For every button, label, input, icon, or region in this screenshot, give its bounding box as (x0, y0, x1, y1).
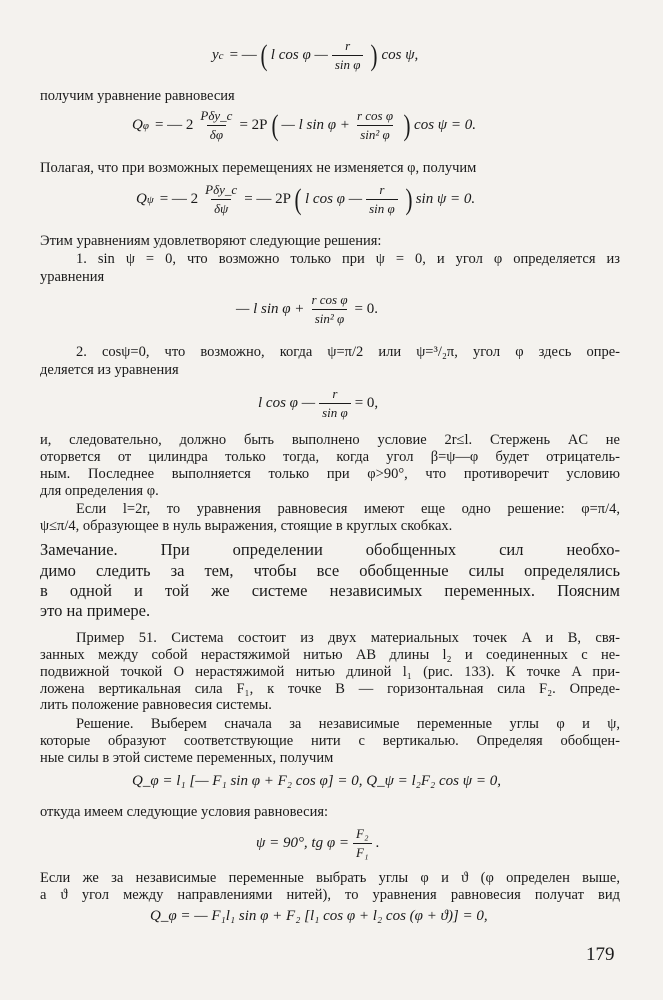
eq-lhs-sub: φ (142, 119, 149, 132)
eq-lhs-sub: c (218, 49, 224, 62)
eq-lhs: y (212, 47, 219, 63)
paragraph-line: Если l=2r, то уравнения равновесия имеют еще одно решение: φ=π/4, (76, 501, 620, 517)
paragraph-line: деляется из уравнения (40, 362, 179, 378)
eq-lhs: Q (132, 117, 143, 133)
frac-denominator: sin² φ (312, 309, 348, 327)
eq-tail: = 0, (354, 395, 379, 411)
frac-denominator: sin φ (319, 403, 351, 421)
eq-text: Q_φ = — F₁l₁ sin φ + F₂ [l₁ cos φ + l₂ cos (φ + ϑ)] = 0, (150, 908, 488, 924)
paragraph-line: откуда имеем следующие условия равновесия: (40, 804, 329, 820)
eq-part: ψ = 90°, tg φ = (256, 835, 350, 851)
solution-line: Решение. Выберем сначала за независимые переменные углы φ и ψ, (76, 716, 620, 732)
eq-part: = 2P (239, 117, 268, 133)
example-line: Пример 51. Система состоит из двух материальных точек A и B, свя- (76, 630, 620, 646)
frac-denominator: sin φ (332, 55, 364, 73)
eq-tail: = 0. (354, 301, 378, 317)
frac-denominator: sin φ (366, 199, 398, 217)
equation-generalized-forces (132, 773, 501, 790)
frac-denominator: δψ (211, 199, 231, 217)
eq-part: — l sin φ + (236, 301, 305, 317)
equation-yc: y c = — ( l cos φ — $\frac{r}{\text{sin φ}}$ ) cos ψ, (212, 38, 419, 72)
eq-part: l cos φ — (258, 395, 316, 411)
page-number: 179 (586, 944, 615, 965)
equation-solution-2 (258, 386, 378, 421)
eq-text: Q_φ = l₁ [— F₁ sin φ + F₂ cos φ] = 0, Q_ψ = l₂F₂ cos ψ = 0, (132, 773, 501, 789)
equation-solution-1 (236, 292, 378, 327)
remark-line: в одной и той же системе независимых переменных. Поясним (40, 581, 620, 600)
eq-part: = — 2P (244, 191, 291, 207)
paragraph-line: Полагая, что при возможных перемещениях не изменяется φ, получим (40, 160, 477, 176)
paragraph-line: для определения φ. (40, 483, 159, 499)
paragraph-line: ψ≤π/4, образующее в нуль выражения, стоящие в круглых скобках. (40, 518, 453, 534)
eq-lhs-sub: ψ (146, 193, 154, 206)
example-line: подвижной точкой O нерастяжимой нитью длиной l₁ (рис. 133). К точке A при- (40, 664, 620, 680)
paragraph-line: уравнения (40, 269, 105, 285)
eq-tail: cos ψ, (381, 47, 419, 63)
equation-alt-variables (150, 908, 488, 925)
eq-expr: l cos φ — (305, 191, 363, 207)
equation-q-psi: Q ψ = — 2 $\frac{\text{Pδy\_c}}{\delta\psi}$ = — 2P ( l cos φ — $\frac{r}{\text{sin φ}}$ ) sin ψ = 0. (136, 182, 476, 216)
remark-line: Замечание. При определении обобщенных сил необхо- (40, 540, 620, 559)
eq-sign: = — (229, 47, 257, 63)
eq-lhs: Q (136, 191, 147, 207)
paragraph-line: Этим уравнениям удовлетворяют следующие решения: (40, 233, 382, 249)
eq-tail: . (375, 835, 380, 851)
equation-q-phi: Q φ = — 2 $\frac{\text{Pδy\_c}}{\delta\varphi}$ = 2P ( — l sin φ + $\frac{\text{r cos φ}}{\text{sin² φ}}$ ) cos ψ = 0. (132, 108, 476, 142)
paragraph-line: Если же за независимые переменные выбрать углы φ и ϑ (φ определен выше, (40, 870, 620, 886)
equation-equilibrium (256, 826, 379, 861)
frac-denominator: F₁ (353, 843, 371, 861)
paragraph-line: 2. cosψ=0, что возможно, когда ψ=π/2 или ψ=³/₂π, угол φ здесь опре- (76, 344, 620, 360)
frac-numerator: r cos φ (356, 108, 394, 123)
eq-tail: sin ψ = 0. (415, 191, 476, 207)
eq-part: = — 2 (154, 117, 194, 133)
frac-numerator: Pδy_c (205, 182, 238, 197)
example-line: ложена вертикальная сила F₁, к точке B — горизонтальная сила F₂. Опреде- (40, 681, 620, 697)
eq-expr: l cos φ — (270, 47, 328, 63)
paragraph-line: ным. Последнее выполняется только при φ>90°, что противоречит условию (40, 466, 620, 482)
eq-tail: cos ψ = 0. (414, 117, 476, 133)
paragraph-line: а ϑ угол между направлениями нитей), то уравнения равновесия получат вид (40, 887, 620, 903)
frac-denominator: δφ (207, 125, 226, 143)
paragraph-line: 1. sin ψ = 0, что возможно только при ψ = 0, и угол φ определяется из (76, 251, 620, 267)
remark-line: димо следить за тем, чтобы все обобщенные силы определялись (40, 561, 620, 580)
frac-numerator: r (379, 182, 385, 197)
paragraph-line: и, следовательно, должно быть выполнено условие 2r≤l. Стержень AC не (40, 432, 620, 448)
eq-expr: — l sin φ + (281, 117, 350, 133)
frac-numerator: r (345, 38, 351, 53)
frac-numerator: Pδy_c (200, 108, 233, 123)
frac-denominator: sin² φ (357, 125, 393, 143)
frac-numerator: r cos φ (311, 292, 348, 307)
solution-line: которые образуют соответствующие нити с вертикалью. Определяя обобщен- (40, 733, 620, 749)
frac-numerator: F₂ (356, 826, 369, 841)
frac-numerator: r (332, 386, 338, 401)
paragraph-line: получим уравнение равновесия (40, 88, 235, 104)
paragraph-line: оторвется от цилиндра только тогда, когда угол β=ψ—φ будет отрицатель- (40, 449, 620, 465)
eq-part: = — 2 (159, 191, 199, 207)
solution-line: ные силы в этой системе переменных, получим (40, 750, 334, 766)
example-line: лить положение равновесия системы. (40, 697, 272, 713)
remark-line: это на примере. (40, 601, 151, 620)
example-line: занных между собой нерастяжимой нитью AB длины l₂ и соединенных с не- (40, 647, 620, 663)
